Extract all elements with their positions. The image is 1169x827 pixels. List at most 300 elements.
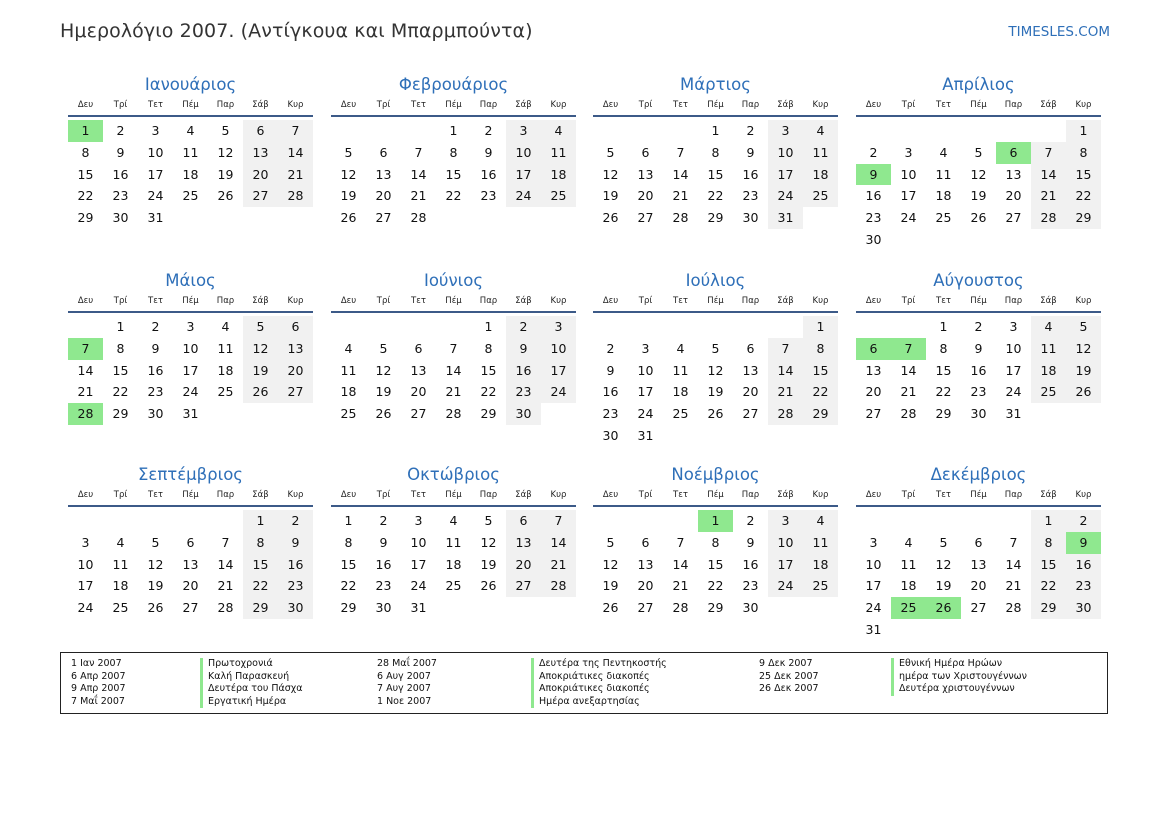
- day-cell: 26: [480, 578, 497, 594]
- weekday-label: Σάβ: [777, 296, 794, 306]
- day-cell: 4: [939, 144, 948, 160]
- day-cell: 14: [768, 360, 803, 382]
- day-cell: 9: [746, 534, 755, 550]
- day-cell: 16: [742, 556, 759, 572]
- day-cell: 18: [1031, 360, 1066, 382]
- day-cell: 29: [1066, 207, 1101, 229]
- day-cell: 12: [707, 362, 724, 378]
- empty-day-cell: [401, 120, 436, 142]
- day-cell: 6: [506, 510, 541, 532]
- legend-names-col-1: [200, 658, 303, 708]
- day-cell: 7: [676, 534, 685, 550]
- empty-day-cell: [856, 510, 891, 532]
- day-cell: 26: [602, 210, 619, 226]
- day-cell: 10: [182, 340, 199, 356]
- day-cell: 17: [637, 384, 654, 400]
- day-cell: 23: [278, 575, 313, 597]
- day-cell: 9: [379, 534, 388, 550]
- day-cell: 18: [182, 166, 199, 182]
- day-cell: 7: [278, 120, 313, 142]
- weekday-label: Παρ: [741, 100, 760, 110]
- day-cell: 14: [1005, 556, 1022, 572]
- empty-day-cell: [891, 316, 926, 338]
- day-cell: 26: [707, 406, 724, 422]
- legend-date: 28 Μαΐ 2007: [377, 658, 437, 669]
- weekday-label: Παρ: [216, 296, 235, 306]
- weekday-label: Δευ: [77, 490, 94, 500]
- day-cell: 21: [672, 188, 689, 204]
- day-cell: 1: [344, 513, 353, 528]
- day-cell: 5: [711, 340, 720, 356]
- day-cell: 23: [147, 384, 164, 400]
- empty-day-cell: [593, 120, 628, 142]
- day-cell: 30: [375, 600, 392, 616]
- empty-day-cell: [208, 510, 243, 532]
- legend-holiday-name: Εργατική Ημέρα: [208, 695, 287, 707]
- day-cell: 27: [243, 185, 278, 207]
- legend-holiday-name: Δευτέρα χριστουγέννων: [899, 683, 1015, 695]
- weekday-label: Παρ: [1004, 296, 1023, 306]
- day-cell: 18: [900, 578, 917, 594]
- day-cell: 16: [1066, 554, 1101, 576]
- day-cell: 15: [243, 554, 278, 576]
- day-cell: 31: [637, 427, 654, 443]
- day-cell: 28: [900, 406, 917, 422]
- day-cell: 25: [340, 406, 357, 422]
- day-cell: 23: [865, 210, 882, 226]
- day-cell: 10: [77, 556, 94, 572]
- day-cell: 17: [768, 554, 803, 576]
- day-cell: 27: [742, 406, 759, 422]
- day-cell: 6: [243, 120, 278, 142]
- weekday-label: Πέμ: [182, 296, 199, 306]
- empty-day-cell: [891, 120, 926, 142]
- weekday-label: Τετ: [936, 296, 951, 306]
- legend-holiday-name: Καλή Παρασκευή: [208, 670, 290, 682]
- day-cell: 1: [711, 123, 720, 138]
- day-cell: 11: [541, 142, 576, 164]
- empty-day-cell: [628, 316, 663, 338]
- day-cell: 6: [379, 144, 388, 160]
- weekday-label: Κυρ: [1075, 296, 1092, 306]
- day-cell: 16: [865, 188, 882, 204]
- weekday-label: Δευ: [865, 490, 882, 500]
- day-cell: 11: [900, 556, 917, 572]
- empty-day-cell: [926, 510, 961, 532]
- day-cell: 24: [147, 188, 164, 204]
- month-title: Φεβρουάριος: [398, 75, 509, 94]
- day-cell: 29: [243, 597, 278, 619]
- days-grid: [68, 120, 313, 229]
- day-cell: 18: [340, 384, 357, 400]
- day-cell: 5: [151, 534, 160, 550]
- day-cell: 4: [344, 340, 353, 356]
- weekday-label: Σάβ: [252, 100, 269, 110]
- empty-day-cell: [366, 120, 401, 142]
- weekday-label: Τετ: [936, 100, 951, 110]
- day-cell: 30: [970, 406, 987, 422]
- day-cell: 30: [112, 210, 129, 226]
- month-title: Ιούνιος: [423, 271, 484, 290]
- day-cell: 12: [602, 166, 619, 182]
- weekday-header: [593, 294, 838, 313]
- day-cell: 23: [375, 578, 392, 594]
- day-cell: 11: [672, 362, 689, 378]
- day-cell: 8: [803, 338, 838, 360]
- day-cell: 18: [112, 578, 129, 594]
- empty-day-cell: [628, 510, 663, 532]
- day-cell: 10: [541, 338, 576, 360]
- day-cell: 1: [1066, 120, 1101, 142]
- day-cell: 2: [869, 144, 878, 160]
- day-cell: 31: [1005, 406, 1022, 422]
- day-cell: 6: [278, 316, 313, 338]
- month-title: Αύγουστος: [933, 271, 1024, 290]
- legend-date: 9 Απρ 2007: [71, 683, 126, 695]
- legend-holiday-name: Δευτέρα του Πάσχα: [208, 683, 303, 695]
- weekday-label: Πέμ: [182, 490, 199, 500]
- day-cell: 14: [1031, 164, 1066, 186]
- days-grid: [593, 510, 838, 619]
- month-title: Απρίλιος: [942, 75, 1015, 94]
- day-cell: 3: [186, 319, 195, 334]
- day-cell: 15: [707, 166, 724, 182]
- month-calendar: [331, 74, 576, 229]
- day-cell: 24: [410, 578, 427, 594]
- day-cell: 17: [1005, 362, 1022, 378]
- day-cell: 2: [746, 123, 755, 138]
- day-cell: 28: [410, 210, 427, 226]
- day-cell: 12: [147, 556, 164, 572]
- day-cell: 5: [379, 340, 388, 356]
- weekday-label: Πέμ: [970, 490, 987, 500]
- day-cell: 30: [865, 231, 882, 247]
- day-cell: 16: [480, 166, 497, 182]
- weekday-label: Σάβ: [252, 296, 269, 306]
- day-cell: 7: [1031, 142, 1066, 164]
- day-cell: 8: [449, 144, 458, 160]
- day-cell: 15: [1031, 554, 1066, 576]
- day-cell: 13: [243, 142, 278, 164]
- day-cell: 23: [970, 384, 987, 400]
- day-cell: 1: [116, 319, 125, 334]
- empty-day-cell: [593, 316, 628, 338]
- weekday-label: Πέμ: [445, 100, 462, 110]
- day-cell: 5: [606, 534, 615, 550]
- legend-date: 7 Μαΐ 2007: [71, 695, 125, 707]
- legend-date: 25 Δεκ 2007: [759, 670, 819, 682]
- weekday-label: Τρί: [376, 490, 391, 500]
- day-cell: 1: [939, 319, 948, 334]
- day-cell: 9: [606, 362, 615, 378]
- legend-date: 6 Αυγ 2007: [377, 670, 431, 682]
- weekday-label: Τετ: [148, 490, 163, 500]
- day-cell: 29: [803, 403, 838, 425]
- day-cell: 24: [768, 575, 803, 597]
- day-cell: 25: [445, 578, 462, 594]
- day-cell: 13: [970, 556, 987, 572]
- weekday-label: Κυρ: [550, 296, 567, 306]
- weekday-label: Παρ: [1004, 100, 1023, 110]
- day-cell: 19: [935, 578, 952, 594]
- day-cell: 2: [484, 123, 493, 138]
- weekday-label: Δευ: [602, 100, 619, 110]
- day-cell: 2: [506, 316, 541, 338]
- day-cell: 5: [344, 144, 353, 160]
- day-cell: 22: [340, 578, 357, 594]
- legend-holiday-name: ημέρα των Χριστουγέννων: [899, 670, 1027, 682]
- day-cell: 13: [865, 362, 882, 378]
- weekday-label: Πέμ: [182, 100, 199, 110]
- weekday-label: Παρ: [479, 296, 498, 306]
- day-cell: 21: [768, 381, 803, 403]
- day-cell: 12: [217, 144, 234, 160]
- empty-day-cell: [891, 510, 926, 532]
- day-cell: 12: [1066, 338, 1101, 360]
- day-cell: 21: [445, 384, 462, 400]
- day-cell: 30: [1066, 597, 1101, 619]
- day-cell: 14: [77, 362, 94, 378]
- day-cell: 25: [935, 210, 952, 226]
- weekday-header: [593, 488, 838, 507]
- day-cell: 15: [445, 166, 462, 182]
- weekday-label: Τρί: [113, 490, 128, 500]
- day-cell: 1: [1031, 510, 1066, 532]
- day-cell: 17: [768, 164, 803, 186]
- day-cell: 14: [410, 166, 427, 182]
- day-cell: 24: [1005, 384, 1022, 400]
- day-cell: 18: [217, 362, 234, 378]
- day-cell: 11: [803, 532, 838, 554]
- legend-holiday-name: Δευτέρα της Πεντηκοστής: [539, 658, 667, 669]
- day-cell: 6: [186, 534, 195, 550]
- day-cell: 5: [974, 144, 983, 160]
- weekday-label: Δευ: [865, 100, 882, 110]
- day-cell: 26: [375, 406, 392, 422]
- legend-names-col-2: [531, 658, 667, 708]
- weekday-label: Δευ: [602, 296, 619, 306]
- day-cell: 16: [375, 556, 392, 572]
- day-cell: 19: [375, 384, 392, 400]
- day-cell: 20: [865, 384, 882, 400]
- day-cell: 13: [742, 362, 759, 378]
- day-cell: 3: [541, 316, 576, 338]
- weekday-label: Πέμ: [445, 296, 462, 306]
- day-cell: 23: [506, 381, 541, 403]
- day-cell: 20: [243, 164, 278, 186]
- weekday-label: Κυρ: [812, 100, 829, 110]
- day-cell: 3: [151, 123, 160, 138]
- day-cell: 17: [410, 556, 427, 572]
- month-title: Δεκέμβριος: [930, 465, 1027, 484]
- day-cell: 20: [1005, 188, 1022, 204]
- day-cell: 15: [935, 362, 952, 378]
- day-cell: 25: [112, 600, 129, 616]
- empty-day-cell: [996, 120, 1031, 142]
- day-cell: 27: [506, 575, 541, 597]
- day-cell: 25: [803, 185, 838, 207]
- legend-date: 7 Αυγ 2007: [377, 683, 431, 695]
- day-cell: 20: [278, 360, 313, 382]
- day-cell: 5: [1066, 316, 1101, 338]
- day-cell: 19: [602, 188, 619, 204]
- day-cell: 27: [410, 406, 427, 422]
- day-cell: 30: [278, 597, 313, 619]
- day-cell: 27: [375, 210, 392, 226]
- empty-day-cell: [663, 510, 698, 532]
- day-cell: 20: [182, 578, 199, 594]
- empty-day-cell: [68, 510, 103, 532]
- day-cell: 19: [602, 578, 619, 594]
- day-cell: 31: [182, 406, 199, 422]
- weekday-label: Τρί: [376, 100, 391, 110]
- day-cell: 29: [112, 406, 129, 422]
- day-cell: 30: [602, 427, 619, 443]
- day-cell: 24: [865, 600, 882, 616]
- day-cell: 26: [1066, 381, 1101, 403]
- day-cell: 7: [676, 144, 685, 160]
- day-cell: 8: [344, 534, 353, 550]
- day-cell: 6: [746, 340, 755, 356]
- day-cell: 10: [768, 532, 803, 554]
- day-cell: 19: [970, 188, 987, 204]
- days-grid: [593, 316, 838, 447]
- legend-names-col-3: [891, 658, 1027, 696]
- day-cell: 21: [77, 384, 94, 400]
- month-title: Οκτώβριος: [407, 465, 500, 484]
- holiday-day-cell: 9: [1066, 532, 1101, 554]
- weekday-label: Κυρ: [550, 490, 567, 500]
- day-cell: 27: [182, 600, 199, 616]
- day-cell: 9: [151, 340, 160, 356]
- day-cell: 12: [340, 166, 357, 182]
- day-cell: 22: [480, 384, 497, 400]
- legend-holiday-name: Πρωτοχρονιά: [208, 658, 273, 669]
- weekday-label: Τετ: [148, 296, 163, 306]
- day-cell: 1: [243, 510, 278, 532]
- days-grid: [856, 316, 1101, 425]
- day-cell: 15: [480, 362, 497, 378]
- day-cell: 28: [768, 403, 803, 425]
- day-cell: 13: [1005, 166, 1022, 182]
- days-grid: [331, 510, 576, 619]
- day-cell: 21: [1005, 578, 1022, 594]
- day-cell: 18: [935, 188, 952, 204]
- month-calendar: [856, 74, 1101, 251]
- day-cell: 22: [77, 188, 94, 204]
- day-cell: 15: [77, 166, 94, 182]
- empty-day-cell: [366, 316, 401, 338]
- month-calendar: [593, 74, 838, 229]
- day-cell: 11: [445, 534, 462, 550]
- site-link[interactable]: TIMESLES.COM: [1008, 24, 1110, 40]
- weekday-label: Τρί: [901, 100, 916, 110]
- month-calendar: [68, 74, 313, 229]
- weekday-header: [593, 98, 838, 117]
- day-cell: 18: [803, 164, 838, 186]
- legend-holiday-name: Αποκριάτικες διακοπές: [539, 683, 650, 695]
- day-cell: 4: [221, 319, 230, 334]
- day-cell: 29: [935, 406, 952, 422]
- day-cell: 23: [480, 188, 497, 204]
- holiday-day-cell: 1: [698, 510, 733, 532]
- weekday-label: Δευ: [340, 100, 357, 110]
- empty-day-cell: [926, 120, 961, 142]
- weekday-label: Τετ: [673, 490, 688, 500]
- weekday-header: [331, 98, 576, 117]
- weekday-label: Τετ: [411, 100, 426, 110]
- day-cell: 29: [707, 210, 724, 226]
- day-cell: 3: [768, 120, 803, 142]
- weekday-header: [331, 488, 576, 507]
- day-cell: 8: [711, 534, 720, 550]
- day-cell: 29: [707, 600, 724, 616]
- day-cell: 27: [970, 600, 987, 616]
- month-title: Ιανουάριος: [144, 75, 237, 94]
- empty-day-cell: [68, 316, 103, 338]
- day-cell: 20: [637, 188, 654, 204]
- day-cell: 1: [803, 316, 838, 338]
- holiday-day-cell: 7: [891, 338, 926, 360]
- day-cell: 16: [602, 384, 619, 400]
- day-cell: 4: [904, 534, 913, 550]
- empty-day-cell: [1031, 120, 1066, 142]
- weekday-label: Τετ: [673, 100, 688, 110]
- month-calendar: [68, 464, 313, 619]
- day-cell: 2: [379, 513, 388, 528]
- weekday-label: Τετ: [936, 490, 951, 500]
- day-cell: 28: [217, 600, 234, 616]
- day-cell: 25: [182, 188, 199, 204]
- holiday-day-cell: 26: [926, 597, 961, 619]
- day-cell: 27: [865, 406, 882, 422]
- day-cell: 8: [484, 340, 493, 356]
- day-cell: 22: [445, 188, 462, 204]
- weekday-label: Παρ: [741, 490, 760, 500]
- weekday-label: Σάβ: [1040, 296, 1057, 306]
- day-cell: 15: [112, 362, 129, 378]
- day-cell: 10: [865, 556, 882, 572]
- day-cell: 16: [742, 166, 759, 182]
- day-cell: 12: [935, 556, 952, 572]
- empty-day-cell: [663, 120, 698, 142]
- legend-dates-col-3: [759, 658, 819, 696]
- day-cell: 21: [1031, 185, 1066, 207]
- day-cell: 13: [410, 362, 427, 378]
- day-cell: 8: [81, 144, 90, 160]
- day-cell: 27: [637, 210, 654, 226]
- day-cell: 19: [217, 166, 234, 182]
- day-cell: 1: [449, 123, 458, 138]
- day-cell: 10: [637, 362, 654, 378]
- day-cell: 11: [340, 362, 357, 378]
- empty-day-cell: [663, 316, 698, 338]
- empty-day-cell: [593, 510, 628, 532]
- day-cell: 19: [243, 360, 278, 382]
- day-cell: 7: [1009, 534, 1018, 550]
- day-cell: 8: [711, 144, 720, 160]
- day-cell: 9: [116, 144, 125, 160]
- day-cell: 8: [1066, 142, 1101, 164]
- empty-day-cell: [996, 510, 1031, 532]
- day-cell: 15: [707, 556, 724, 572]
- weekday-label: Παρ: [479, 100, 498, 110]
- weekday-header: [856, 488, 1101, 507]
- day-cell: 27: [278, 381, 313, 403]
- weekday-label: Τετ: [411, 490, 426, 500]
- day-cell: 19: [707, 384, 724, 400]
- day-cell: 5: [243, 316, 278, 338]
